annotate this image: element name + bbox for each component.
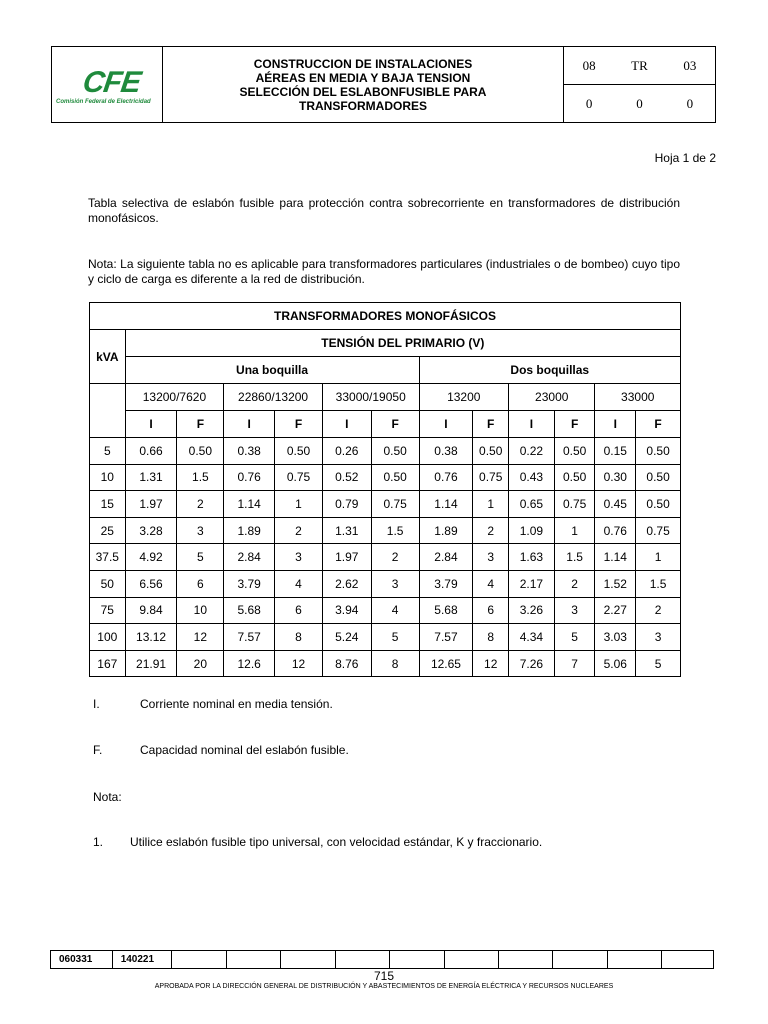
value-cell: 8 <box>371 650 419 677</box>
value-cell: 1.14 <box>595 544 636 571</box>
value-cell: 0.43 <box>509 464 555 491</box>
value-cell: 12 <box>473 650 509 677</box>
value-cell: 4 <box>371 597 419 624</box>
value-cell: 0.76 <box>595 517 636 544</box>
value-cell: 13.12 <box>125 624 177 651</box>
group-header: Dos boquillas <box>419 357 680 384</box>
revision-cell <box>336 951 390 969</box>
kva-cell: 50 <box>90 570 126 597</box>
value-cell: 3.79 <box>419 570 473 597</box>
legend-key: I. <box>93 697 100 711</box>
value-cell: 0.50 <box>371 464 419 491</box>
value-cell: 2 <box>473 517 509 544</box>
value-cell: 0.50 <box>554 438 595 465</box>
kva-cell: 15 <box>90 491 126 518</box>
value-cell: 5 <box>554 624 595 651</box>
value-cell: 6 <box>177 570 224 597</box>
value-cell: 20 <box>177 650 224 677</box>
kva-cell: 167 <box>90 650 126 677</box>
code-cell: 0 <box>636 95 643 111</box>
table-row <box>90 464 681 491</box>
code-cell: 08 <box>582 57 596 73</box>
legend-text: Corriente nominal en media tensión. <box>140 697 333 711</box>
revision-cell: 060331 <box>51 951 113 969</box>
value-cell: 1.31 <box>125 464 177 491</box>
sub-header-f: F <box>275 411 323 438</box>
table-row <box>90 624 681 651</box>
value-cell: 0.38 <box>419 438 473 465</box>
value-cell: 5 <box>636 650 681 677</box>
cfe-logo <box>52 47 163 122</box>
voltage-cell: 22860/13200 <box>224 384 323 411</box>
value-cell: 3 <box>636 624 681 651</box>
kva-cell: 75 <box>90 597 126 624</box>
value-cell: 1 <box>473 491 509 518</box>
value-cell: 1.5 <box>177 464 224 491</box>
value-cell: 5.06 <box>595 650 636 677</box>
title-line: SELECCIÓN DEL ESLABONFUSIBLE PARA <box>239 84 487 99</box>
table-body <box>90 438 681 677</box>
table-row <box>90 597 681 624</box>
value-cell: 1.89 <box>224 517 275 544</box>
note-paragraph: Nota: La siguiente tabla no es aplicable para transformadores particulares (industriales o de bombeo) cuyo tipo y ciclo de carga es diferente a la red de distribución. <box>88 257 680 286</box>
value-cell: 0.26 <box>322 438 371 465</box>
value-cell: 5.24 <box>322 624 371 651</box>
approval-line: APROBADA POR LA DIRECCIÓN GENERAL DE DISTRIBUCIÓN Y ABASTECIMIENTOS DE ENERGÍA ELÉCTRICA Y RECURSOS NUCLEARES <box>154 983 614 990</box>
value-cell: 8 <box>275 624 323 651</box>
revision-row <box>51 951 714 969</box>
revision-cell <box>552 951 607 969</box>
value-cell: 0.76 <box>419 464 473 491</box>
sub-header-i: I <box>224 411 275 438</box>
value-cell: 1.97 <box>125 491 177 518</box>
value-cell: 12 <box>275 650 323 677</box>
value-cell: 3 <box>554 597 595 624</box>
sub-header-i: I <box>322 411 371 438</box>
revision-cell <box>607 951 661 969</box>
value-cell: 3 <box>473 544 509 571</box>
table-row <box>90 650 681 677</box>
value-cell: 1.63 <box>509 544 555 571</box>
value-cell: 4 <box>473 570 509 597</box>
value-cell: 12 <box>177 624 224 651</box>
value-cell: 1.09 <box>509 517 555 544</box>
value-cell: 2.27 <box>595 597 636 624</box>
value-cell: 2.84 <box>419 544 473 571</box>
value-cell: 1.97 <box>322 544 371 571</box>
value-cell: 0.50 <box>177 438 224 465</box>
value-cell: 12.6 <box>224 650 275 677</box>
kva-cell: 10 <box>90 464 126 491</box>
value-cell: 3 <box>371 570 419 597</box>
value-cell: 6 <box>473 597 509 624</box>
revision-table <box>50 950 714 969</box>
value-cell: 0.38 <box>224 438 275 465</box>
table-row <box>90 491 681 518</box>
value-cell: 3.79 <box>224 570 275 597</box>
value-cell: 1.5 <box>371 517 419 544</box>
value-cell: 3 <box>177 517 224 544</box>
value-cell: 2.62 <box>322 570 371 597</box>
value-cell: 0.52 <box>322 464 371 491</box>
empty-cell <box>90 384 126 438</box>
legend-text: Capacidad nominal del eslabón fusible. <box>140 743 349 757</box>
value-cell: 0.30 <box>595 464 636 491</box>
revision-cell <box>281 951 336 969</box>
value-cell: 3 <box>275 544 323 571</box>
kva-header: kVA <box>90 330 126 384</box>
sub-header-f: F <box>554 411 595 438</box>
sub-header-f: F <box>177 411 224 438</box>
value-cell: 21.91 <box>125 650 177 677</box>
value-cell: 0.22 <box>509 438 555 465</box>
value-cell: 0.75 <box>473 464 509 491</box>
cfe-logo-subtext: Comisión Federal de Electricidad <box>56 99 151 105</box>
value-cell: 0.79 <box>322 491 371 518</box>
value-cell: 2 <box>371 544 419 571</box>
code-cell: TR <box>631 57 648 73</box>
sub-header-i: I <box>419 411 473 438</box>
cfe-logo-mark: CFE <box>80 66 143 99</box>
voltage-cell: 23000 <box>509 384 595 411</box>
value-cell: 9.84 <box>125 597 177 624</box>
sub-header-f: F <box>473 411 509 438</box>
value-cell: 0.50 <box>371 438 419 465</box>
title-line: CONSTRUCCION DE INSTALACIONES <box>253 56 473 71</box>
value-cell: 5.68 <box>419 597 473 624</box>
voltage-cell: 13200 <box>419 384 509 411</box>
value-cell: 1.52 <box>595 570 636 597</box>
table-row <box>90 517 681 544</box>
value-cell: 5 <box>371 624 419 651</box>
value-cell: 1 <box>554 517 595 544</box>
value-cell: 0.66 <box>125 438 177 465</box>
kva-cell: 100 <box>90 624 126 651</box>
value-cell: 0.76 <box>224 464 275 491</box>
value-cell: 2 <box>275 517 323 544</box>
voltage-cell: 13200/7620 <box>125 384 224 411</box>
value-cell: 0.65 <box>509 491 555 518</box>
revision-cell <box>444 951 498 969</box>
revision-cell <box>390 951 445 969</box>
value-cell: 7.57 <box>419 624 473 651</box>
value-cell: 7.26 <box>509 650 555 677</box>
kva-cell: 37.5 <box>90 544 126 571</box>
value-cell: 4 <box>275 570 323 597</box>
intro-paragraph: Tabla selectiva de eslabón fusible para protección contra sobrecorriente en transformadores de distribución monofásicos. <box>88 196 680 225</box>
sub-header-f: F <box>636 411 681 438</box>
value-cell: 3.26 <box>509 597 555 624</box>
value-cell: 8 <box>473 624 509 651</box>
document-title <box>163 47 564 122</box>
code-row-top <box>564 47 715 84</box>
document-codes <box>564 47 715 122</box>
table-title: TRANSFORMADORES MONOFÁSICOS <box>90 303 681 330</box>
voltage-cell: 33000/19050 <box>322 384 419 411</box>
value-cell: 1.14 <box>224 491 275 518</box>
value-cell: 0.50 <box>636 464 681 491</box>
code-cell: 0 <box>686 95 694 111</box>
sub-header-i: I <box>125 411 177 438</box>
sub-header-i: I <box>509 411 555 438</box>
value-cell: 1.89 <box>419 517 473 544</box>
value-cell: 0.75 <box>636 517 681 544</box>
table-row <box>90 544 681 571</box>
value-cell: 1 <box>275 491 323 518</box>
value-cell: 0.50 <box>275 438 323 465</box>
value-cell: 6 <box>275 597 323 624</box>
value-cell: 0.45 <box>595 491 636 518</box>
value-cell: 3.28 <box>125 517 177 544</box>
title-line: AÉREAS EN MEDIA Y BAJA TENSION <box>255 70 471 85</box>
page-label: Hoja 1 de 2 <box>654 151 716 165</box>
kva-cell: 25 <box>90 517 126 544</box>
value-cell: 0.75 <box>371 491 419 518</box>
value-cell: 0.15 <box>595 438 636 465</box>
value-cell: 1.14 <box>419 491 473 518</box>
revision-cell: 140221 <box>112 951 171 969</box>
value-cell: 5.68 <box>224 597 275 624</box>
value-cell: 4.92 <box>125 544 177 571</box>
value-cell: 1.31 <box>322 517 371 544</box>
revision-cell <box>498 951 552 969</box>
group-header: Una boquilla <box>125 357 419 384</box>
value-cell: 2 <box>636 597 681 624</box>
page-number: 715 <box>373 969 395 983</box>
value-cell: 3.94 <box>322 597 371 624</box>
value-cell: 1.5 <box>636 570 681 597</box>
value-cell: 0.50 <box>636 491 681 518</box>
voltage-cell: 33000 <box>595 384 681 411</box>
code-cell: 03 <box>683 57 697 73</box>
value-cell: 2 <box>554 570 595 597</box>
code-cell: 0 <box>585 95 593 111</box>
value-cell: 3.03 <box>595 624 636 651</box>
value-cell: 0.50 <box>554 464 595 491</box>
value-cell: 2 <box>177 491 224 518</box>
title-line: TRANSFORMADORES <box>299 98 427 113</box>
value-cell: 7.57 <box>224 624 275 651</box>
value-cell: 0.75 <box>275 464 323 491</box>
value-cell: 0.75 <box>554 491 595 518</box>
voltage-header: TENSIÓN DEL PRIMARIO (V) <box>125 330 680 357</box>
value-cell: 10 <box>177 597 224 624</box>
value-cell: 1.5 <box>554 544 595 571</box>
revision-cell <box>171 951 226 969</box>
value-cell: 6.56 <box>125 570 177 597</box>
code-row-bottom <box>564 84 715 122</box>
document-header <box>51 46 716 123</box>
value-cell: 4.34 <box>509 624 555 651</box>
value-cell: 12.65 <box>419 650 473 677</box>
fuse-selection-table <box>89 302 681 677</box>
table-row <box>90 570 681 597</box>
legend-key: F. <box>93 743 103 757</box>
note-number: 1. <box>93 835 104 849</box>
value-cell: 7 <box>554 650 595 677</box>
value-cell: 2.17 <box>509 570 555 597</box>
notes-label: Nota: <box>93 790 122 804</box>
table-row <box>90 438 681 465</box>
value-cell: 0.50 <box>473 438 509 465</box>
value-cell: 0.50 <box>636 438 681 465</box>
kva-cell: 5 <box>90 438 126 465</box>
value-cell: 8.76 <box>322 650 371 677</box>
value-cell: 1 <box>636 544 681 571</box>
note-text: Utilice eslabón fusible tipo universal, con velocidad estándar, K y fraccionario. <box>130 835 543 849</box>
revision-cell <box>661 951 713 969</box>
revision-cell <box>226 951 281 969</box>
sub-header-f: F <box>371 411 419 438</box>
sub-header-i: I <box>595 411 636 438</box>
value-cell: 5 <box>177 544 224 571</box>
value-cell: 2.84 <box>224 544 275 571</box>
